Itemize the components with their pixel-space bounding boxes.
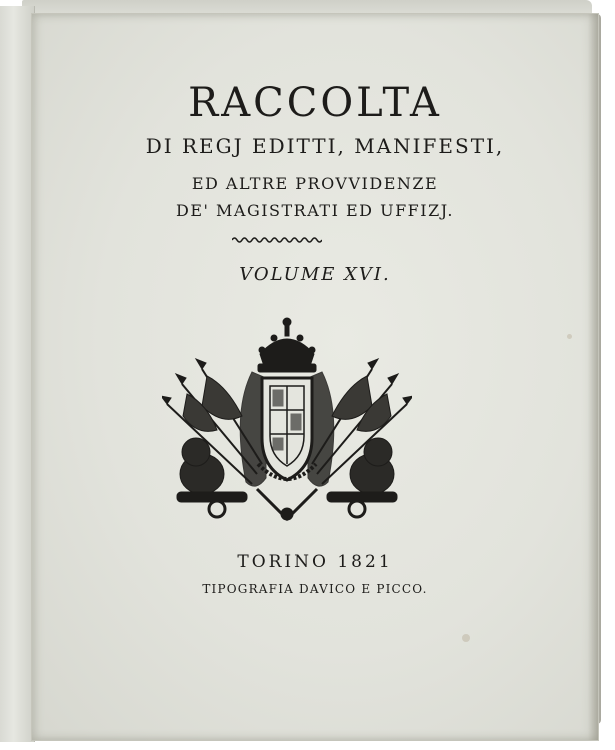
subtitle-line-1: DI REGJ EDITTI, MANIFESTI, xyxy=(145,134,505,158)
wavy-rule-icon xyxy=(232,236,322,244)
printer-imprint: TIPOGRAFIA DAVICO E PICCO. xyxy=(202,582,428,596)
place-year: TORINO 1821 xyxy=(237,552,393,572)
title-page xyxy=(32,14,598,740)
subtitle-line-3: DE' MAGISTRATI ED UFFIZJ. xyxy=(176,201,454,220)
volume-label: VOLUME XVI. xyxy=(239,264,391,285)
foxing-spot xyxy=(567,334,572,339)
main-title: RACCOLTA xyxy=(188,80,442,126)
subtitle-line-2: ED ALTRE PROVVIDENZE xyxy=(191,174,439,193)
book-spine xyxy=(0,6,35,742)
royal-coat-of-arms-icon xyxy=(162,314,412,529)
foxing-spot xyxy=(462,634,470,642)
